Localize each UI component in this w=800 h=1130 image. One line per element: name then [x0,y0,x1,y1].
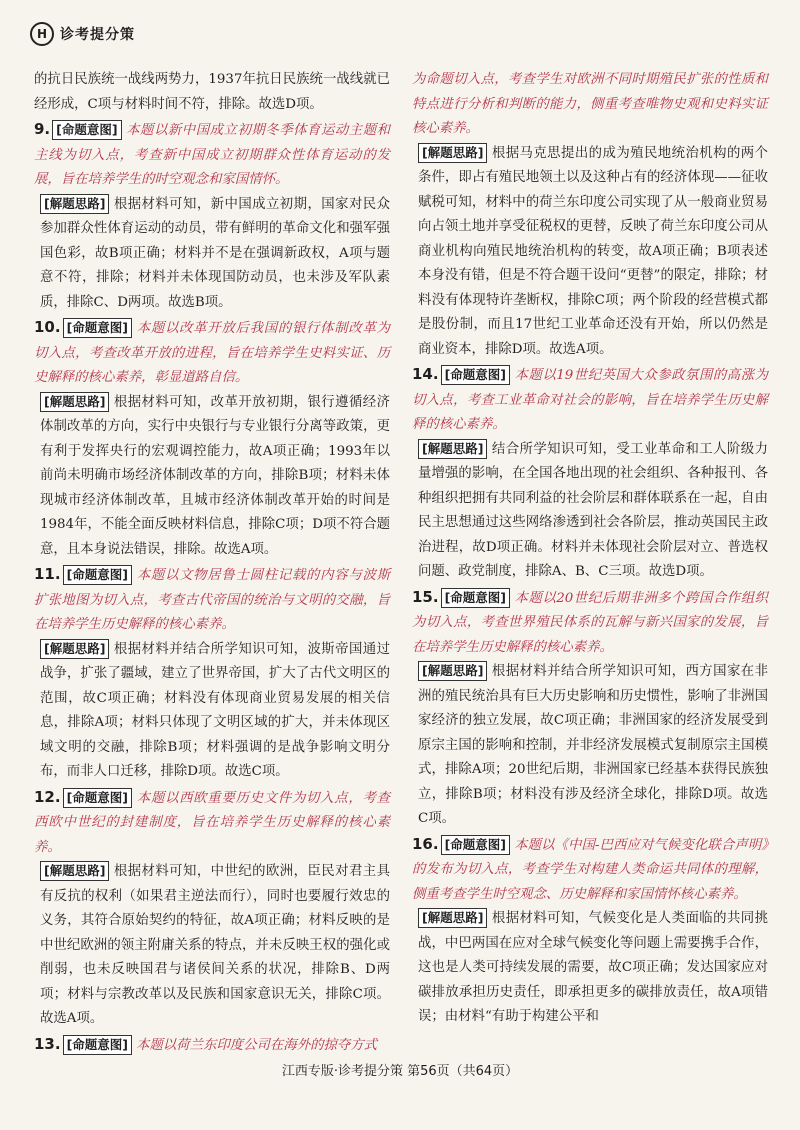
solution-tag: [解题思路] [418,439,487,459]
intent-text: 本题以《中国-巴西应对气候变化联合声明》的发布为切入点，考查学生对构建人类命运共同体的理解，侧重考查学生时空观念、历史解释和家国情怀核心素养。 [412,837,768,902]
intent-tag: [命题意图] [441,835,510,855]
left-column [34,68,390,1053]
question-number: 15. [412,587,439,606]
question-number: 13. [34,1034,61,1053]
solution-text: 根据材料并结合所学知识可知，西方国家在非洲的殖民统治具有巨大历史影响和历史惯性，影响了非洲国家经济的独立发展，故C项正确；非洲国家的经济发展受到原宗主国的影响和控制，并非经济发展模式复制原宗主国模式，排除A项；20世纪后期，非洲国家已经基本获得民族独立，排除B项；材料没有涉及经济全球化，排除D项。故选C项。 [418,664,768,826]
question-10 [34,315,390,391]
page-header [30,12,135,56]
intent-text: 本题以新中国成立初期冬季体育运动主题和主线为切入点，考查新中国成立初期群众性体育运动的发展，旨在培养学生的时空观念和家国情怀。 [34,123,390,187]
intent-text-continued: 为命题切入点，考查学生对欧洲不同时期殖民扩张的性质和特点进行分析和判断的能力，侧重考查唯物史观和史料实证核心素养。 [412,72,768,136]
solution-tag: [解题思路] [418,908,487,928]
brand-logo-icon: H [30,22,54,46]
question-number: 10. [34,318,61,336]
solution-tag: [解题思路] [40,639,109,659]
question-14 [412,362,768,438]
solution-text: 根据材料可知，改革开放初期，银行遵循经济体制改革的方向，实行中央银行与专业银行分离等政策，更有利于发挥央行的宏观调控能力，故A项正确；1993年以前尚未明确市场经济体制改革的方向，排除B项；材料未体现城市经济体制改革，且城市经济体制改革开始的时间是1984年，不能全面反映材料信息，排除C项；D项不符合题意，且本身说法错误，排除。故选A项。 [40,394,390,557]
intent-text: 本题以改革开放后我国的银行体制改革为切入点，考查改革开放的进程，旨在培养学生史料实证、历史解释的核心素养，彰显道路自信。 [34,321,390,385]
question-16 [412,832,768,908]
solution-text: 根据材料可知，气候变化是人类面临的共同挑战，中巴两国在应对全球气候变化等问题上需要携手合作，这也是人类可持续发展的需要，故C项正确；发达国家应对碳排放承担历史责任，即承担更多的碳排放责任，故A项错误；由材料“有助于构建公平和 [418,911,768,1024]
intro-paragraph: 的抗日民族统一战线两势力，1937年抗日民族统一战线就已经形成，C项与材料时间不符，排除。故选D项。 [34,72,390,112]
intent-tag: [命题意图] [63,565,132,585]
page-footer: 江西专版·诊考提分策 第56页（共64页） [281,1064,519,1079]
solution-tag: [解题思路] [418,661,487,681]
intent-tag: [命题意图] [441,365,510,385]
question-number: 14. [412,365,439,383]
intent-text: 本题以西欧重要历史文件为切入点，考查西欧中世纪的封建制度，旨在培养学生历史解释的核心素养。 [34,790,390,855]
solution-tag: [解题思路] [418,143,487,163]
question-number: 11. [34,565,61,583]
intent-tag: [命题意图] [63,1035,132,1055]
question-13 [34,1032,390,1059]
solution-16 [412,907,768,1030]
question-number: 9. [34,120,51,138]
intent-tag: [命题意图] [52,120,121,140]
intent-text: 本题以荷兰东印度公司在海外的掠夺方式 [136,1037,378,1053]
intent-text: 本题以20世纪后期非洲多个跨国合作组织为切入点，考查世界殖民体系的瓦解与新兴国家的发展，旨在培养学生历史解释的核心素养。 [412,590,768,655]
brand-name: 诊考提分策 [60,27,135,43]
question-9 [34,117,390,193]
solution-10 [34,391,390,563]
question-number: 16. [412,834,439,853]
solution-9 [34,193,390,316]
content-columns [34,68,768,1053]
solution-14 [412,438,768,585]
question-12 [34,785,390,861]
intent-text: 本题以19世纪英国大众参政氛围的高涨为切入点，考查工业革命对社会的影响，旨在培养学生历史解释的核心素养。 [412,368,768,432]
right-column [412,68,768,1034]
solution-tag: [解题思路] [40,861,109,881]
solution-tag: [解题思路] [40,194,109,214]
question-number: 12. [34,787,61,806]
solution-text: 根据材料并结合所学知识可知，波斯帝国通过战争，扩张了疆域，建立了世界帝国，扩大了古代文明区的范围，故C项正确；材料没有体现商业贸易发展的相关信息，排除A项；材料只体现了文明区域的扩大，并未体现区域文明的交融，排除B项；材料强调的是战争影响文明分布，而非人口迁移，排除D项。故选C项。 [40,641,390,779]
solution-text: 根据马克思提出的成为殖民地统治机构的两个条件，即占有殖民地领土以及这种占有的经济体现——征收赋税可知，材料中的荷兰东印度公司实现了从一般商业贸易向占领土地并享受征税权的更替，反映了荷兰东印度公司从商业机构向殖民地统治机构的转变，故A项正确；B项表述本身没有错，但是不符合题干设问“更替”的限定，排除；材料没有体现特许垄断权，排除C项；两个阶段的经营模式都是股份制，而且17世纪工业革命还没有开始，所以仍然是商业资本，排除D项。故选A项。 [418,145,768,357]
solution-text: 根据材料可知，新中国成立初期，国家对民众参加群众性体育运动的动员，带有鲜明的革命文化和强军强国色彩，故B项正确；材料并不是在强调新政权，A项与题意不符，排除；材料并未体现国防动员，也未涉及军队素质，排除C、D两项。故选B项。 [40,196,390,310]
solution-11 [34,638,390,785]
intent-text: 本题以文物居鲁士圆柱记载的内容与波斯扩张地图为切入点，考查古代帝国的统治与文明的交融，旨在培养学生历史解释的核心素养。 [34,568,390,632]
solution-text: 根据材料可知，中世纪的欧洲，臣民对君主具有反抗的权利（如果君主逆法而行），同时也要履行效忠的义务，其符合原始契约的特征，故A项正确；材料反映的是中世纪欧洲的领主附庸关系的特点，并未反映王权的强化或削弱，也未反映国君与诸侯间关系的状况，排除B、D两项；材料与宗教改革以及民族和国家意识无关，排除C项。故选A项。 [40,864,390,1026]
solution-tag: [解题思路] [40,392,109,412]
solution-12 [34,860,390,1032]
intent-tag: [命题意图] [441,588,510,608]
solution-13 [412,142,768,363]
solution-text: 结合所学知识可知，受工业革命和工人阶级力量增强的影响，在全国各地出现的社会组织、各种报刊、各种组织把拥有共同利益的社会阶层和群体联系在一起，自由民主思想通过这些网络渗透到社会各阶层，推动英国民主政治进程，故D项正确。材料并未体现社会阶层对立、普选权问题、政党制度，排除A、B、C三项。故选D项。 [418,441,768,579]
intent-tag: [命题意图] [63,788,132,808]
intent-tag: [命题意图] [63,318,132,338]
question-11 [34,562,390,638]
solution-15 [412,660,768,832]
question-15 [412,585,768,661]
